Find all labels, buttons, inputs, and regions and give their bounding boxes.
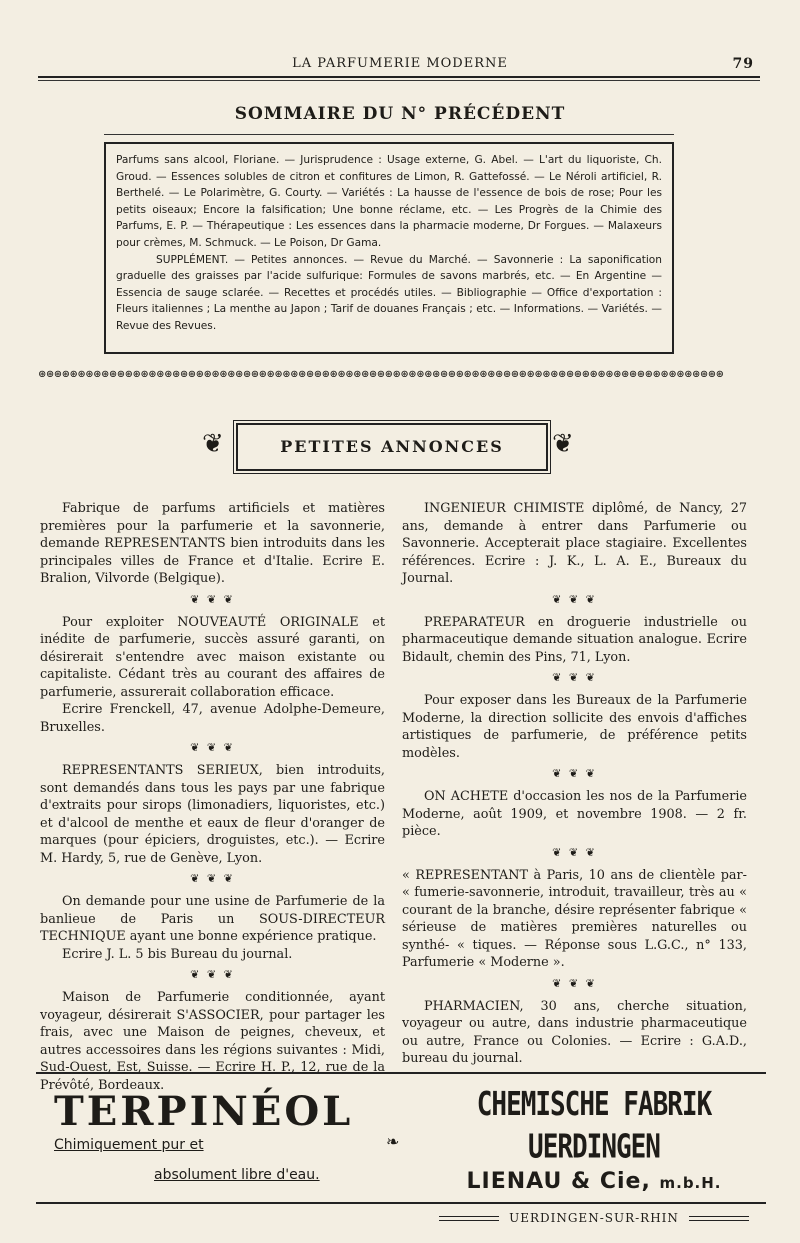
sommaire-paragraph-1: Parfums sans alcool, Floriane. — Jurisprudence : Usage externe, G. Abel. — L'art du liquoriste, Ch. Groud. — Essences solubles de citron et confitures de Limon, R. Gattefossé. — Le Néroli artificiel, R. Berthelé. — Le Polarimètre, G. Courty. — Variétés : La hausse de l'essence de bois de rose; Pour les petits oiseaux; Encore la falsification; Une bonne réclame, etc. — Les Progrès de la Chimie des Parfums, E. P. — Thérapeutique : Les essences dans la pharmacie moderne, Dr Forgues. — Malaxeurs pour crèmes, M. Schmuck. — Le Poison, Dr Gama. (116, 154, 662, 249)
annonce-item: PHARMACIEN, 30 ans, cherche situation, voyageur ou autre, dans industrie pharmaceutique ou autre, France ou Colonies. — Ecrire : G.A.D., bureau du journal. (402, 998, 747, 1066)
terpineol-ad (54, 1090, 384, 1186)
header-rule-thin (38, 80, 760, 81)
annonce-item: Maison de Parfumerie conditionnée, ayant voyageur, désirerait S'ASSOCIER, pour partager les frais, avec une Maison de peignes, cheveux, et autres accessoires dans les régions suivantes : Midi, Sud-Ouest, Est, Suisse. — Ecrire H. P., 12, rue de la Prévôté, Bordeaux. (40, 990, 385, 1093)
petites-annonces-title: PETITES ANNONCES (236, 423, 548, 471)
separator-icon: ❦ ❦ ❦ (552, 976, 597, 990)
terpineol-line-1: Chimiquement pur et (54, 1137, 204, 1153)
terpineol-title: TERPINÉOL (54, 1088, 354, 1135)
separator-icon: ❦ ❦ ❦ (190, 872, 235, 885)
annonce-item: Pour exploiter NOUVEAUTÉ ORIGINALE et inédite de parfumerie, succès assuré garanti, on désirerait s'entendre avec maison existante ou capitaliste. Cédant très au courant des affaires de parfumerie, assurerait collaboration efficace. (40, 614, 385, 700)
annonce-item: « REPRESENTANT à Paris, 10 ans de clientèle par- « fumerie-savonnerie, introduit, travailleur, très au « courant de la branche, désire représenter fabrique « sérieuse de matières premières naturelles ou synthé- « tiques. — Réponse sous L.G.C., n° 133, Parfumerie « Moderne ». (402, 867, 747, 970)
header-rule (38, 76, 760, 78)
city-rule-right (689, 1216, 749, 1221)
petites-annonces-banner (200, 421, 585, 475)
lienau-name: LIENAU & Cie, (466, 1169, 651, 1194)
separator-icon: ❦ ❦ ❦ (552, 845, 597, 859)
annonce-item: Ecrire J. L. 5 bis Bureau du journal. (62, 946, 293, 962)
terpineol-line-2: absolument libre d'eau. (154, 1167, 320, 1183)
separator-icon: ❦ ❦ ❦ (552, 592, 597, 606)
annonce-item: PREPARATEUR en droguerie industrielle ou pharmaceutique demande situation analogue. Ecrire Bidault, chemin des Pins, 71, Lyon. (402, 614, 747, 665)
sommaire-title: SOMMAIRE DU N° PRÉCÉDENT (234, 104, 566, 124)
annonces-left-column (40, 500, 385, 1094)
annonce-item: Ecrire Frenckell, 47, avenue Adolphe-Demeure, Bruxelles. (40, 702, 385, 735)
separator-icon: ❦ ❦ ❦ (190, 741, 235, 754)
annonce-item: Fabrique de parfums artificiels et matières premières pour la parfumerie et la savonnerie, demande REPRESENTANTS bien introduits dans les principales villes de France et d'Italie. Ecrire E. Bralion, Vilvorde (Belgique). (40, 501, 385, 586)
lienau-suffix: m.b.H. (659, 1174, 722, 1192)
sommaire-paragraph-2: SUPPLÉMENT. — Petites annonces. — Revue du Marché. — Savonnerie : La saponification graduelle des graisses par l'acide sulfurique: Formules de savons marbrés, etc. — En Argentine — Essencia de sauge sclarée. — Recettes et procédés utiles. — Bibliographie — Office d'exportation : Fleurs italiennes ; La menthe au Japon ; Tarif de douanes Français ; etc. — Informations. — Variétés. — Revue des Revues. (116, 253, 662, 332)
uerdingen-city: UERDINGEN-SUR-RHIN (509, 1211, 679, 1225)
chemische-fabrik-title: CHEMISCHE FABRIK UERDINGEN (476, 1086, 712, 1166)
lienau-company (424, 1164, 764, 1201)
annonce-item: REPRESENTANTS SERIEUX, bien introduits, sont demandés dans tous les pays par une fabrique d'extraits pour sirops (limonadiers, liquoristes, etc.) et d'alcool de menthe et eaux de fleur d'oranger de marques (pour épiciers, droguistes, etc.). — Ecrire M. Hardy, 5, rue de Genève, Lyon. (40, 763, 385, 866)
journal-title: LA PARFUMERIE MODERNE (292, 56, 508, 71)
city-rule-left (439, 1216, 499, 1221)
sommaire-rule (104, 134, 674, 135)
sommaire-box (104, 142, 674, 354)
page-number: 79 (732, 56, 754, 72)
separator-icon: ❦ ❦ ❦ (552, 767, 597, 780)
ornament-border: ⊛⊛⊛⊛⊛⊛⊛⊛⊛⊛⊛⊛⊛⊛⊛⊛⊛⊛⊛⊛⊛⊛⊛⊛⊛⊛⊛⊛⊛⊛⊛⊛⊛⊛⊛⊛⊛⊛⊛⊛⊛⊛⊛⊛⊛⊛⊛⊛⊛⊛⊛⊛⊛⊛⊛⊛⊛⊛⊛⊛⊛⊛⊛⊛⊛⊛⊛⊛⊛⊛⊛⊛⊛⊛⊛⊛⊛⊛⊛⊛⊛⊛⊛⊛⊛⊛⊛ (38, 369, 724, 380)
separator-icon: ❦ ❦ ❦ (190, 592, 235, 606)
annonces-right-column (402, 500, 747, 1068)
annonce-item: On demande pour une usine de Parfumerie de la banlieue de Paris un SOUS-DIRECTEUR TECHNIQUE ayant une bonne expérience pratique. (40, 894, 385, 944)
annonce-item: ON ACHETE d'occasion les nos de la Parfumerie Moderne, août 1909, et novembre 1908. — 2 fr. pièce. (402, 789, 747, 839)
annonce-item: INGENIEUR CHIMISTE diplômé, de Nancy, 27 ans, demande à entrer dans Parfumerie ou Savonnerie. Accepterait place stagiaire. Excellentes références. Ecrire : J. K., L. A. E., Bureaux du Journal. (402, 501, 747, 586)
separator-icon: ❦ ❦ ❦ (552, 671, 597, 684)
left-flourish-icon: ❦ (202, 429, 224, 459)
uerdingen-city-line (424, 1211, 764, 1225)
right-flourish-icon: ❦ (552, 429, 574, 459)
advertisement-banner (36, 1072, 766, 1225)
uerdingen-ad (424, 1086, 764, 1225)
annonce-item: Pour exposer dans les Bureaux de la Parfumerie Moderne, la direction sollicite des envois d'affiches artistiques de parfumerie, de préférence petits modèles. (402, 693, 747, 761)
running-header (40, 56, 760, 76)
separator-icon: ❦ ❦ ❦ (190, 968, 235, 981)
ornament-icon: ❧ (386, 1132, 400, 1151)
